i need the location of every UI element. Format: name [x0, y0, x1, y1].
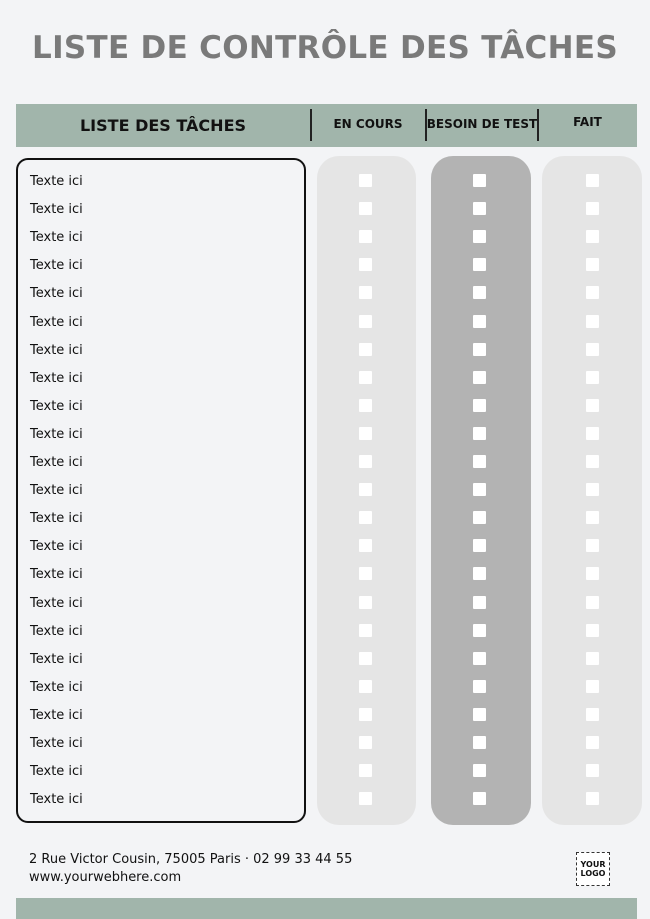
task-item: Texte ici [30, 455, 83, 470]
checkbox-besoin-de-test[interactable] [473, 202, 486, 215]
checkbox-en-cours[interactable] [359, 455, 372, 468]
checkbox-fait[interactable] [586, 483, 599, 496]
checkbox-en-cours[interactable] [359, 567, 372, 580]
checkbox-besoin-de-test[interactable] [473, 764, 486, 777]
checkbox-besoin-de-test[interactable] [473, 624, 486, 637]
checkbox-fait[interactable] [586, 596, 599, 609]
checkbox-besoin-de-test[interactable] [473, 680, 486, 693]
checkbox-fait[interactable] [586, 624, 599, 637]
checkbox-en-cours[interactable] [359, 483, 372, 496]
checkbox-en-cours[interactable] [359, 736, 372, 749]
checkbox-fait[interactable] [586, 258, 599, 271]
checkbox-fait[interactable] [586, 371, 599, 384]
task-item: Texte ici [30, 623, 83, 639]
checkbox-besoin-de-test[interactable] [473, 230, 486, 243]
header-besoin-de-test: BESOIN DE TEST [426, 116, 538, 131]
checkbox-besoin-de-test[interactable] [473, 427, 486, 440]
checkbox-en-cours[interactable] [359, 315, 372, 328]
task-item: Texte ici [30, 342, 83, 358]
column-en-cours [317, 156, 416, 825]
checkbox-en-cours[interactable] [359, 427, 372, 440]
checkbox-besoin-de-test[interactable] [473, 343, 486, 356]
task-item: Texte ici [30, 511, 83, 527]
checkbox-fait[interactable] [586, 174, 599, 187]
checkbox-besoin-de-test[interactable] [473, 511, 486, 524]
task-item: Texte ici [30, 539, 83, 555]
checkbox-en-cours[interactable] [359, 399, 372, 412]
task-item: Texte ici [30, 483, 83, 499]
checkbox-besoin-de-test[interactable] [473, 652, 486, 665]
header-fait: FAIT [573, 114, 602, 129]
footer-address: 2 Rue Victor Cousin, 75005 Paris · 02 99 33 44 55 [29, 852, 353, 867]
task-item: Texte ici [30, 314, 83, 330]
checkbox-en-cours[interactable] [359, 680, 372, 693]
checkbox-besoin-de-test[interactable] [473, 539, 486, 552]
task-item: Texte ici [30, 174, 83, 189]
checkbox-en-cours[interactable] [359, 596, 372, 609]
column-besoin-de-test [431, 156, 531, 825]
task-item: Texte ici [30, 567, 83, 583]
checkbox-en-cours[interactable] [359, 511, 372, 524]
task-item: Texte ici [30, 258, 83, 274]
checkbox-en-cours[interactable] [359, 371, 372, 384]
checkbox-besoin-de-test[interactable] [473, 315, 486, 328]
checkbox-en-cours[interactable] [359, 343, 372, 356]
logo-text-line1: YOUR [580, 860, 606, 869]
checkbox-en-cours[interactable] [359, 202, 372, 215]
checkbox-en-cours[interactable] [359, 174, 372, 187]
checkbox-besoin-de-test[interactable] [473, 483, 486, 496]
checkbox-fait[interactable] [586, 680, 599, 693]
checkbox-en-cours[interactable] [359, 258, 372, 271]
task-item: Texte ici [30, 286, 83, 302]
checkbox-fait[interactable] [586, 202, 599, 215]
checkbox-fait[interactable] [586, 511, 599, 524]
checkbox-besoin-de-test[interactable] [473, 596, 486, 609]
checkbox-besoin-de-test[interactable] [473, 399, 486, 412]
task-item: Texte ici [30, 764, 83, 780]
checkbox-fait[interactable] [586, 736, 599, 749]
checkbox-fait[interactable] [586, 652, 599, 665]
checkbox-besoin-de-test[interactable] [473, 286, 486, 299]
checkbox-fait[interactable] [586, 708, 599, 721]
table-header [16, 104, 637, 147]
task-item: Texte ici [30, 707, 83, 723]
checkbox-fait[interactable] [586, 792, 599, 805]
task-item: Texte ici [30, 792, 83, 808]
checkbox-en-cours[interactable] [359, 652, 372, 665]
checkbox-en-cours[interactable] [359, 230, 372, 243]
checkbox-besoin-de-test[interactable] [473, 455, 486, 468]
checkbox-besoin-de-test[interactable] [473, 792, 486, 805]
checkbox-besoin-de-test[interactable] [473, 736, 486, 749]
column-fait [542, 156, 642, 825]
checkbox-en-cours[interactable] [359, 708, 372, 721]
checkbox-en-cours[interactable] [359, 286, 372, 299]
checkbox-fait[interactable] [586, 567, 599, 580]
bottom-bar [16, 898, 637, 919]
header-en-cours: EN COURS [333, 116, 403, 131]
task-item: Texte ici [30, 679, 83, 695]
checkbox-en-cours[interactable] [359, 764, 372, 777]
checkbox-en-cours[interactable] [359, 624, 372, 637]
checkbox-fait[interactable] [586, 455, 599, 468]
checkbox-fait[interactable] [586, 343, 599, 356]
checkbox-en-cours[interactable] [359, 539, 372, 552]
header-tasks: LISTE DES TÂCHES [79, 116, 247, 135]
page-title: LISTE DE CONTRÔLE DES TÂCHES [32, 30, 618, 66]
checkbox-en-cours[interactable] [359, 792, 372, 805]
task-item: Texte ici [30, 736, 83, 751]
task-item: Texte ici [30, 595, 83, 611]
checkbox-besoin-de-test[interactable] [473, 708, 486, 721]
checkbox-fait[interactable] [586, 315, 599, 328]
checkbox-besoin-de-test[interactable] [473, 567, 486, 580]
checkbox-fait[interactable] [586, 230, 599, 243]
logo-text-line2: LOGO [580, 869, 606, 878]
task-item: Texte ici [30, 398, 83, 414]
task-item: Texte ici [30, 230, 83, 246]
checkbox-fait[interactable] [586, 764, 599, 777]
checkbox-besoin-de-test[interactable] [473, 174, 486, 187]
task-item: Texte ici [30, 426, 83, 442]
checkbox-fait[interactable] [586, 286, 599, 299]
checkbox-besoin-de-test[interactable] [473, 258, 486, 271]
task-list [16, 158, 306, 823]
logo-placeholder [576, 852, 610, 886]
task-item: Texte ici [30, 202, 83, 218]
checkbox-besoin-de-test[interactable] [473, 371, 486, 384]
checkbox-fait[interactable] [586, 539, 599, 552]
task-item: Texte ici [30, 370, 83, 386]
task-item: Texte ici [30, 651, 83, 667]
checkbox-fait[interactable] [586, 399, 599, 412]
footer-website: www.yourwebhere.com [29, 870, 182, 885]
checkbox-fait[interactable] [586, 427, 599, 440]
